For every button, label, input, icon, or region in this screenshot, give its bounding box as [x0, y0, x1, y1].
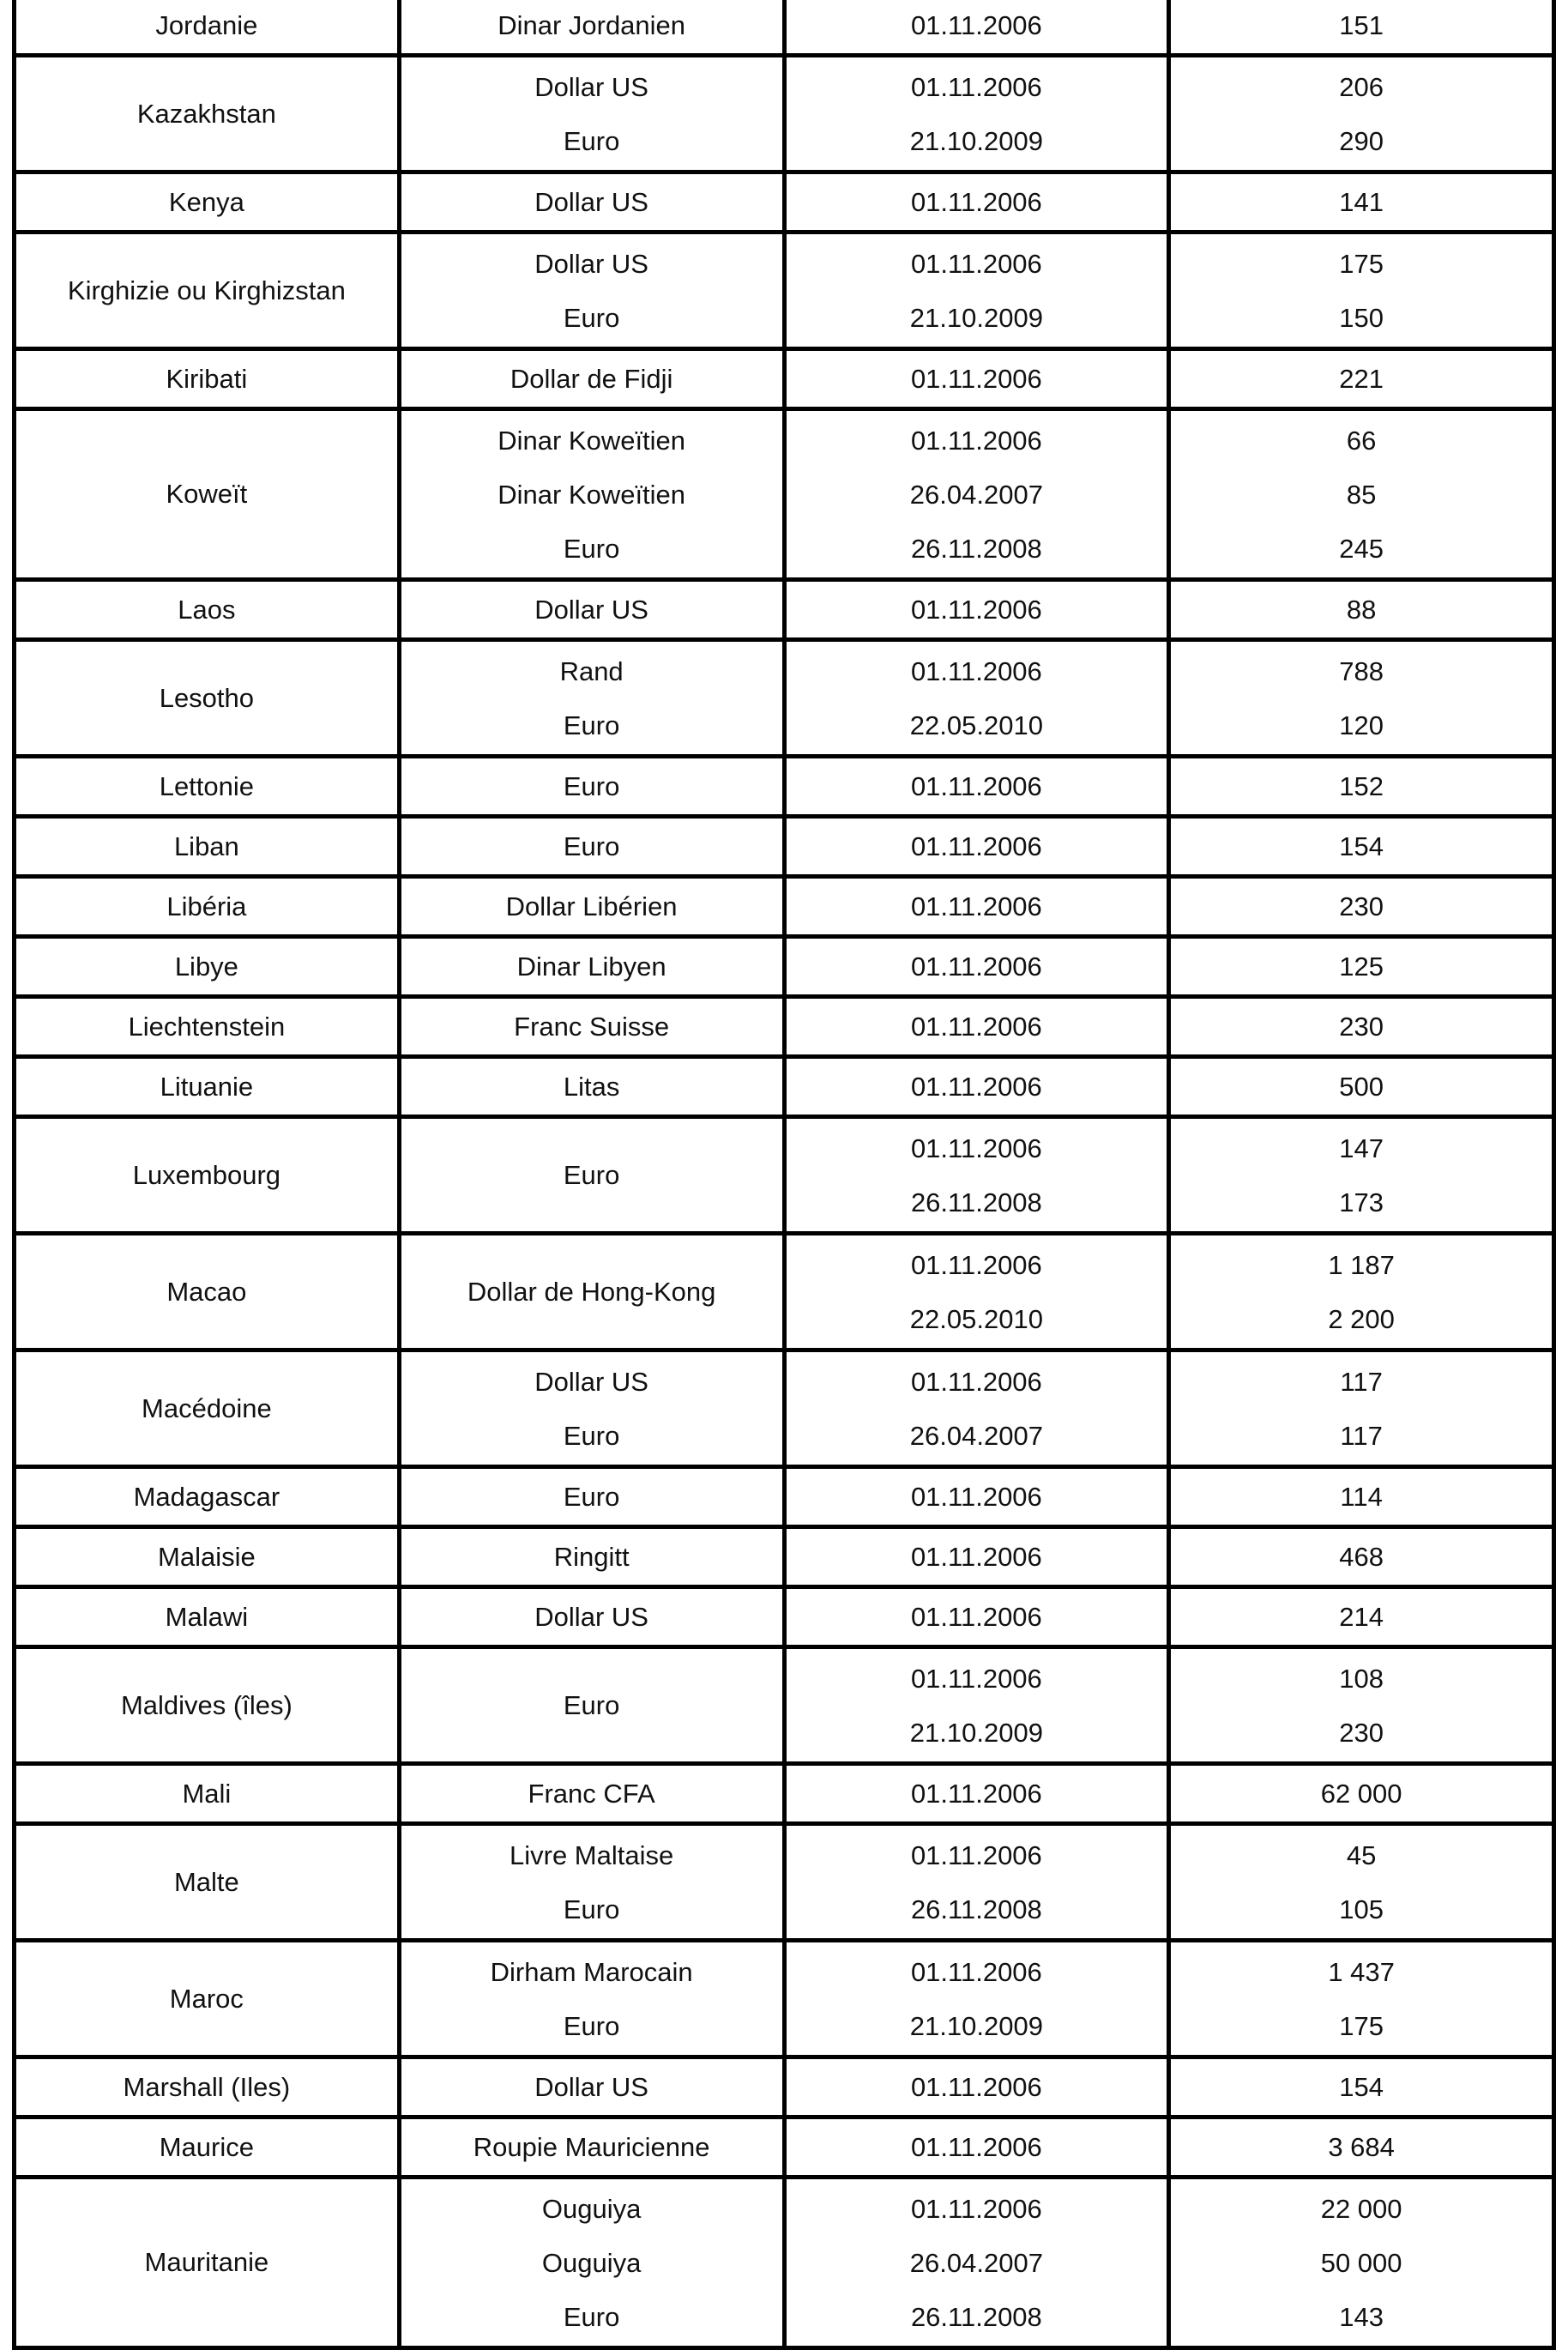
- currency-line: Euro: [563, 2302, 620, 2332]
- table-row: [15, 56, 1554, 172]
- country-cell: Jordanie: [15, 0, 400, 56]
- currency-cell: [399, 1941, 784, 2057]
- currency-line: Euro: [563, 1421, 620, 1451]
- currency-cell: Dollar US: [399, 1587, 784, 1647]
- amount-cell: 141: [1169, 172, 1554, 233]
- date-line: 01.11.2006: [910, 1133, 1042, 1163]
- currency-cell: Euro: [399, 1117, 784, 1234]
- rates-table: [12, 0, 1556, 2350]
- currency-cell: [399, 409, 784, 580]
- currency-cell: Euro: [399, 1467, 784, 1527]
- date-cell: 01.11.2006: [784, 0, 1169, 56]
- amount-cell: [1169, 233, 1554, 349]
- currency-line: Livre Maltaise: [510, 1840, 674, 1870]
- currency-line: Ouguiya: [541, 2248, 642, 2278]
- currency-cell: [399, 233, 784, 349]
- amount-cell: 62 000: [1169, 1764, 1554, 1824]
- date-cell: 01.11.2006: [784, 349, 1169, 409]
- table-row: [15, 1587, 1554, 1647]
- country-cell: Kirghizie ou Kirghizstan: [15, 233, 400, 349]
- currency-cell: Dinar Libyen: [399, 937, 784, 997]
- date-cell: [784, 409, 1169, 580]
- date-line: 21.10.2009: [909, 126, 1043, 156]
- country-cell: Lettonie: [15, 757, 400, 817]
- currency-line: Dinar Koweïtien: [498, 426, 686, 456]
- country-cell: Lesotho: [15, 640, 400, 757]
- amount-cell: 154: [1169, 817, 1554, 877]
- currency-line: Dollar US: [534, 249, 648, 279]
- amount-cell: [1169, 1941, 1554, 2057]
- table-row: [15, 877, 1554, 937]
- currency-cell: [399, 2178, 784, 2348]
- country-cell: Kiribati: [15, 349, 400, 409]
- table-row: [15, 1527, 1554, 1587]
- date-cell: 01.11.2006: [784, 580, 1169, 640]
- amount-cell: 230: [1169, 877, 1554, 937]
- amount-cell: [1169, 1647, 1554, 1764]
- currency-cell: Dollar Libérien: [399, 877, 784, 937]
- amount-line: 173: [1339, 1187, 1384, 1217]
- table-row: [15, 1941, 1554, 2057]
- amount-cell: 151: [1169, 0, 1554, 56]
- amount-line: 788: [1339, 656, 1384, 686]
- amount-line: 175: [1339, 249, 1384, 279]
- currency-line: Euro: [563, 303, 620, 333]
- date-cell: 01.11.2006: [784, 1764, 1169, 1824]
- amount-cell: 500: [1169, 1057, 1554, 1117]
- date-line: 01.11.2006: [910, 656, 1042, 686]
- table-row: [15, 2117, 1554, 2178]
- table-row: [15, 1234, 1554, 1350]
- date-cell: 01.11.2006: [784, 997, 1169, 1057]
- date-line: 26.11.2008: [910, 534, 1042, 564]
- date-line: 26.04.2007: [909, 2248, 1043, 2278]
- country-cell: Kenya: [15, 172, 400, 233]
- country-cell: Malte: [15, 1824, 400, 1941]
- amount-cell: 3 684: [1169, 2117, 1554, 2178]
- table-row: [15, 1350, 1554, 1467]
- table-row: [15, 2178, 1554, 2348]
- date-cell: [784, 2178, 1169, 2348]
- date-line: 26.04.2007: [909, 1421, 1043, 1451]
- amount-line: 290: [1339, 126, 1384, 156]
- country-cell: Malawi: [15, 1587, 400, 1647]
- currency-line: Euro: [563, 1894, 620, 1924]
- date-line: 26.11.2008: [910, 2302, 1042, 2332]
- table-row: [15, 1057, 1554, 1117]
- date-cell: 01.11.2006: [784, 757, 1169, 817]
- amount-line: 108: [1339, 1664, 1384, 1694]
- amount-cell: 221: [1169, 349, 1554, 409]
- date-cell: 01.11.2006: [784, 817, 1169, 877]
- currency-cell: Dinar Jordanien: [399, 0, 784, 56]
- country-cell: Kazakhstan: [15, 56, 400, 172]
- currency-cell: Euro: [399, 757, 784, 817]
- amount-cell: [1169, 56, 1554, 172]
- date-cell: 01.11.2006: [784, 1527, 1169, 1587]
- date-cell: [784, 233, 1169, 349]
- amount-cell: [1169, 640, 1554, 757]
- currency-line: Euro: [563, 126, 620, 156]
- country-cell: Mali: [15, 1764, 400, 1824]
- date-line: 01.11.2006: [910, 1367, 1042, 1397]
- amount-line: 2 200: [1328, 1304, 1395, 1334]
- country-cell: Lituanie: [15, 1057, 400, 1117]
- date-cell: 01.11.2006: [784, 1057, 1169, 1117]
- currency-line: Ouguiya: [541, 2194, 642, 2224]
- date-cell: [784, 1941, 1169, 2057]
- currency-line: Euro: [563, 534, 620, 564]
- table-row: [15, 1824, 1554, 1941]
- date-line: 22.05.2010: [909, 710, 1043, 740]
- country-cell: Luxembourg: [15, 1117, 400, 1234]
- rates-table-body: [15, 0, 1554, 2348]
- date-line: 01.11.2006: [910, 1957, 1042, 1987]
- country-cell: Macao: [15, 1234, 400, 1350]
- date-cell: [784, 1350, 1169, 1467]
- amount-cell: 230: [1169, 997, 1554, 1057]
- date-line: 26.11.2008: [910, 1187, 1042, 1217]
- amount-cell: 152: [1169, 757, 1554, 817]
- amount-cell: 154: [1169, 2057, 1554, 2117]
- currency-cell: Franc CFA: [399, 1764, 784, 1824]
- table-row: [15, 172, 1554, 233]
- country-cell: Mauritanie: [15, 2178, 400, 2348]
- table-row: [15, 1117, 1554, 1234]
- country-cell: Liban: [15, 817, 400, 877]
- table-row: [15, 817, 1554, 877]
- amount-cell: [1169, 1234, 1554, 1350]
- date-cell: 01.11.2006: [784, 2057, 1169, 2117]
- date-line: 26.04.2007: [909, 480, 1043, 510]
- date-line: 21.10.2009: [909, 2011, 1043, 2041]
- date-line: 01.11.2006: [910, 249, 1042, 279]
- table-row: [15, 1647, 1554, 1764]
- amount-cell: 114: [1169, 1467, 1554, 1527]
- table-row: [15, 937, 1554, 997]
- amount-line: 147: [1339, 1133, 1384, 1163]
- currency-cell: Dollar de Fidji: [399, 349, 784, 409]
- amount-line: 230: [1339, 1718, 1384, 1748]
- currency-line: Euro: [563, 710, 620, 740]
- date-cell: [784, 56, 1169, 172]
- date-line: 01.11.2006: [910, 1840, 1042, 1870]
- amount-cell: 214: [1169, 1587, 1554, 1647]
- amount-line: 117: [1340, 1367, 1383, 1397]
- currency-line: Dollar US: [534, 72, 648, 102]
- table-row: [15, 997, 1554, 1057]
- date-line: 21.10.2009: [909, 303, 1043, 333]
- currency-cell: Dollar de Hong-Kong: [399, 1234, 784, 1350]
- amount-cell: [1169, 2178, 1554, 2348]
- amount-line: 206: [1339, 72, 1384, 102]
- country-cell: Madagascar: [15, 1467, 400, 1527]
- amount-line: 175: [1339, 2011, 1384, 2041]
- amount-line: 22 000: [1320, 2194, 1402, 2224]
- currency-line: Dirham Marocain: [490, 1957, 693, 1987]
- amount-cell: [1169, 1350, 1554, 1467]
- currency-cell: [399, 1824, 784, 1941]
- country-cell: Maurice: [15, 2117, 400, 2178]
- table-row: [15, 757, 1554, 817]
- currency-cell: Dollar US: [399, 580, 784, 640]
- date-cell: 01.11.2006: [784, 2117, 1169, 2178]
- currency-cell: Roupie Mauricienne: [399, 2117, 784, 2178]
- amount-line: 50 000: [1320, 2248, 1402, 2278]
- date-line: 01.11.2006: [910, 1664, 1042, 1694]
- country-cell: Macédoine: [15, 1350, 400, 1467]
- date-cell: 01.11.2006: [784, 1587, 1169, 1647]
- amount-cell: 88: [1169, 580, 1554, 640]
- currency-line: Rand: [559, 656, 624, 686]
- amount-cell: 125: [1169, 937, 1554, 997]
- country-cell: Laos: [15, 580, 400, 640]
- date-cell: 01.11.2006: [784, 877, 1169, 937]
- amount-cell: [1169, 409, 1554, 580]
- currency-cell: [399, 56, 784, 172]
- currency-cell: Dollar US: [399, 2057, 784, 2117]
- currency-cell: Dollar US: [399, 172, 784, 233]
- currency-cell: [399, 1350, 784, 1467]
- amount-cell: [1169, 1117, 1554, 1234]
- table-row: [15, 1764, 1554, 1824]
- date-cell: [784, 1117, 1169, 1234]
- date-line: 21.10.2009: [909, 1718, 1043, 1748]
- table-row: [15, 233, 1554, 349]
- country-cell: Koweït: [15, 409, 400, 580]
- amount-line: 105: [1339, 1894, 1384, 1924]
- currency-line: Dinar Koweïtien: [498, 480, 686, 510]
- currency-cell: Franc Suisse: [399, 997, 784, 1057]
- currency-cell: Ringitt: [399, 1527, 784, 1587]
- date-cell: 01.11.2006: [784, 937, 1169, 997]
- date-line: 01.11.2006: [910, 2194, 1042, 2224]
- currency-line: Euro: [563, 2011, 620, 2041]
- amount-cell: 468: [1169, 1527, 1554, 1587]
- currency-line: Dollar US: [534, 1367, 648, 1397]
- amount-line: 120: [1339, 710, 1384, 740]
- date-line: 01.11.2006: [910, 1250, 1042, 1280]
- date-line: 01.11.2006: [910, 72, 1042, 102]
- amount-line: 117: [1340, 1421, 1383, 1451]
- amount-line: 45: [1346, 1840, 1377, 1870]
- currency-cell: Litas: [399, 1057, 784, 1117]
- currency-cell: Euro: [399, 1647, 784, 1764]
- amount-line: 143: [1339, 2302, 1384, 2332]
- table-row: [15, 349, 1554, 409]
- date-cell: [784, 1234, 1169, 1350]
- country-cell: Maroc: [15, 1941, 400, 2057]
- amount-line: 85: [1346, 480, 1377, 510]
- table-row: [15, 640, 1554, 757]
- date-cell: [784, 640, 1169, 757]
- date-cell: 01.11.2006: [784, 172, 1169, 233]
- date-line: 26.11.2008: [910, 1894, 1042, 1924]
- country-cell: Maldives (îles): [15, 1647, 400, 1764]
- date-cell: [784, 1824, 1169, 1941]
- table-row: [15, 580, 1554, 640]
- country-cell: Liechtenstein: [15, 997, 400, 1057]
- date-cell: [784, 1647, 1169, 1764]
- date-line: 22.05.2010: [909, 1304, 1043, 1334]
- currency-cell: Euro: [399, 817, 784, 877]
- table-row: [15, 1467, 1554, 1527]
- amount-line: 66: [1346, 426, 1377, 456]
- amount-line: 245: [1339, 534, 1384, 564]
- date-line: 01.11.2006: [910, 426, 1042, 456]
- amount-cell: [1169, 1824, 1554, 1941]
- currency-cell: [399, 640, 784, 757]
- country-cell: Marshall (Iles): [15, 2057, 400, 2117]
- table-row: [15, 0, 1554, 56]
- amount-line: 1 187: [1328, 1250, 1395, 1280]
- table-row: [15, 2057, 1554, 2117]
- country-cell: Malaisie: [15, 1527, 400, 1587]
- country-cell: Libye: [15, 937, 400, 997]
- amount-line: 150: [1339, 303, 1384, 333]
- country-cell: Libéria: [15, 877, 400, 937]
- amount-line: 1 437: [1328, 1957, 1395, 1987]
- table-row: [15, 409, 1554, 580]
- date-cell: 01.11.2006: [784, 1467, 1169, 1527]
